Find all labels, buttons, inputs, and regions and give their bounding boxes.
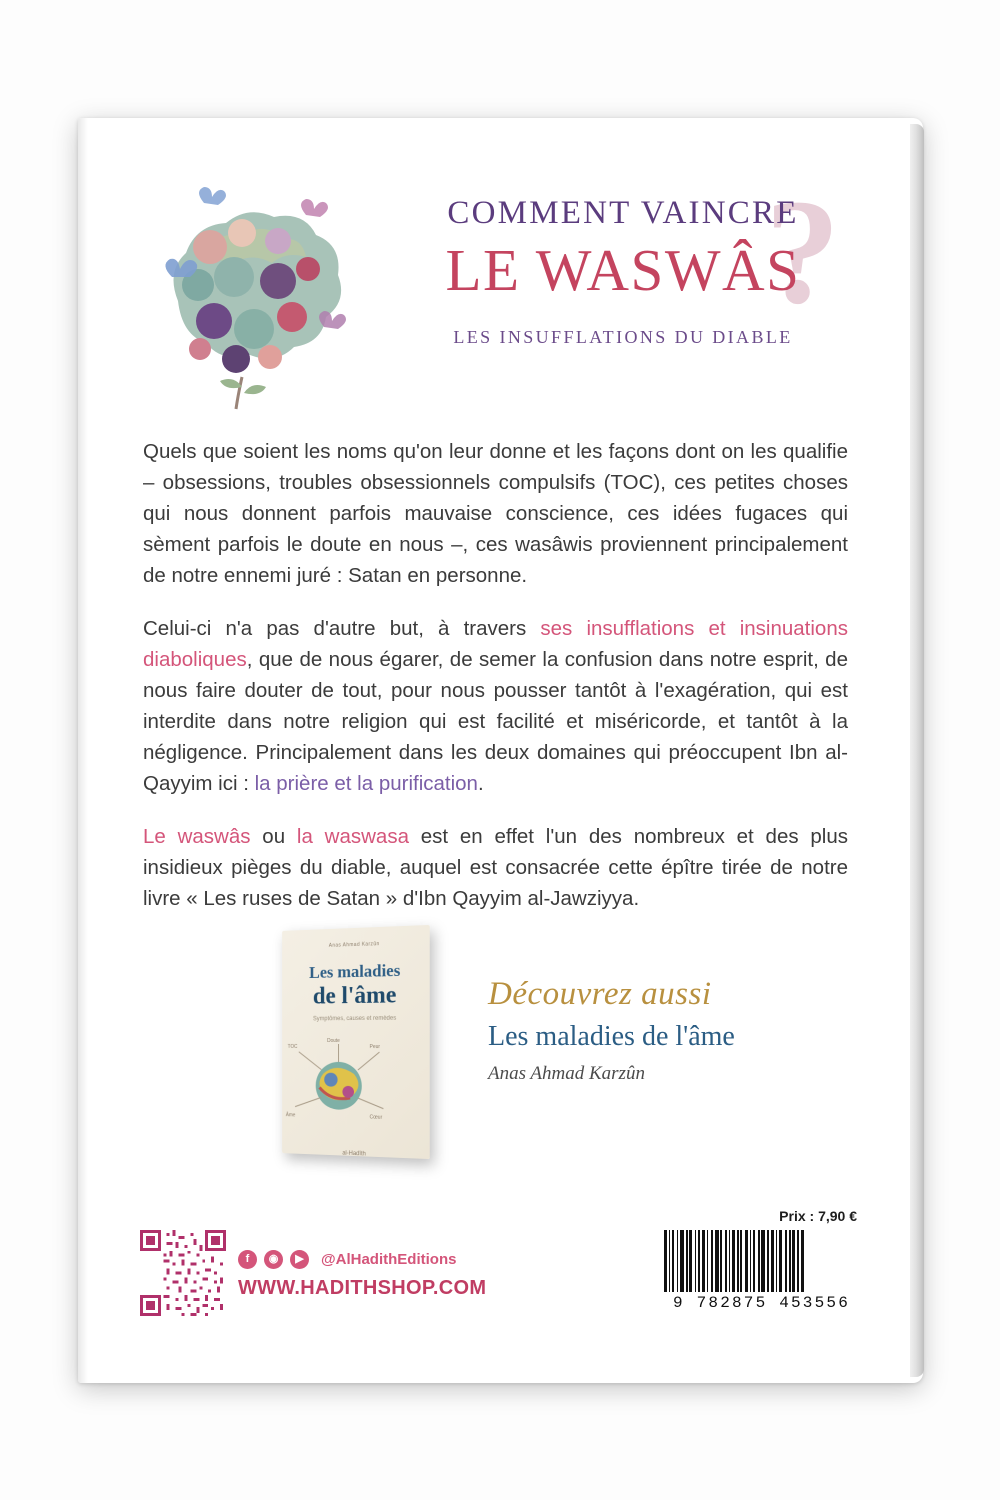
paragraph-2-part-a: Celui-ci n'a pas d'autre but, à travers — [143, 617, 541, 640]
svg-text:Doute: Doute — [327, 1038, 340, 1045]
qr-code-icon[interactable] — [140, 1230, 226, 1316]
paragraph-2-highlight-2: la prière et la purification — [254, 772, 478, 795]
cover-title-line2: LE WASWÂS — [445, 237, 801, 303]
social-handle[interactable]: @AlHadithEditions — [321, 1251, 457, 1268]
svg-text:TOC: TOC — [287, 1044, 298, 1050]
website-url[interactable]: WWW.HADITHSHOP.COM — [238, 1277, 487, 1299]
cover-content — [78, 118, 909, 1383]
social-block — [238, 1250, 578, 1300]
related-book-promo — [278, 928, 878, 1178]
brain-diagram-icon — [282, 1034, 397, 1127]
cover-title-line1: COMMENT VAINCRE — [447, 195, 799, 231]
facebook-icon[interactable]: f — [238, 1250, 257, 1269]
paragraph-3-highlight-2: la waswasa — [296, 825, 409, 848]
related-book-text — [488, 976, 868, 1085]
paragraph-3 — [143, 821, 848, 914]
related-book-thumb-title2: de l'âme — [312, 982, 397, 1010]
related-book-thumb-publisher: al-Hadîth — [342, 1150, 366, 1158]
back-cover-blurb — [143, 436, 848, 936]
paragraph-1 — [143, 436, 848, 591]
promo-book-title: Les maladies de l'âme — [488, 1021, 735, 1052]
social-icons-row — [238, 1250, 578, 1269]
paragraph-3-part-b: est en effet l'un des nombreux et des plus insidieux pièges du diable, auquel est consacrée cette épître tirée de notre livre « Les ruses de Satan » d'Ibn Qayyim al-Jawziyya. — [143, 825, 848, 910]
instagram-icon[interactable]: ◉ — [264, 1250, 283, 1269]
paragraph-2-part-c: . — [477, 772, 484, 795]
barcode-icon — [664, 1230, 859, 1292]
svg-text:Peur: Peur — [369, 1044, 381, 1051]
svg-text:Âme: Âme — [285, 1113, 296, 1119]
cover-header — [138, 169, 868, 413]
paragraph-1-text: Quels que soient les noms qu'on leur donne et les façons dont on les qualifie – obsessions, troubles obsessionnels compulsifs (TOC), ces petites choses qui nous donnent parfois mauvaise conscience, ces idées fugaces qui sèment parfois le doute en nous –, ces wasâwis proviennent principalement de notre ennemi juré : Satan en personne. — [143, 440, 848, 587]
book-object — [78, 118, 923, 1383]
price-label: Prix : 7,90 € — [779, 1208, 857, 1224]
related-book-thumb-title1: Les maladies — [309, 960, 401, 982]
paragraph-2 — [143, 613, 848, 799]
paragraph-3-part-a: ou — [250, 825, 297, 848]
isbn-number: 9 782875 453556 — [672, 1294, 851, 1312]
question-mark-glyph: ? — [765, 169, 840, 335]
promo-heading: Découvrez aussi — [488, 976, 712, 1012]
youtube-icon[interactable]: ▶ — [290, 1250, 309, 1269]
related-book-thumb-subtitle: Symptômes, causes et remèdes — [313, 1015, 397, 1023]
svg-text:Cœur: Cœur — [369, 1115, 383, 1121]
cover-subtitle: LES INSUFFLATIONS DU DIABLE — [453, 327, 793, 347]
title-block — [388, 169, 858, 348]
paragraph-2-highlight-1: ses insufflations et insinuations diaboliques — [143, 617, 848, 671]
related-book-thumb-author-top: Anas Ahmad Karzûn — [328, 941, 380, 949]
floral-brain-illustration — [138, 181, 358, 411]
promo-book-author: Anas Ahmad Karzûn — [488, 1063, 645, 1084]
barcode-block — [664, 1230, 859, 1312]
related-book-cover-thumbnail[interactable] — [282, 925, 430, 1159]
book-page-edge — [910, 124, 924, 1377]
paragraph-2-part-b: , que de nous égarer, de semer la confusion dans notre esprit, de nous faire douter de tout, pour nous pousser tantôt à l'exagération, qui est interdite dans notre religion qui est facilité et miséricorde, et tantôt à la négligence. Principalement dans les deux domaines qui préoccupent Ibn al-Qayyim ici : — [143, 648, 848, 795]
paragraph-3-highlight-1: Le waswâs — [143, 825, 251, 848]
